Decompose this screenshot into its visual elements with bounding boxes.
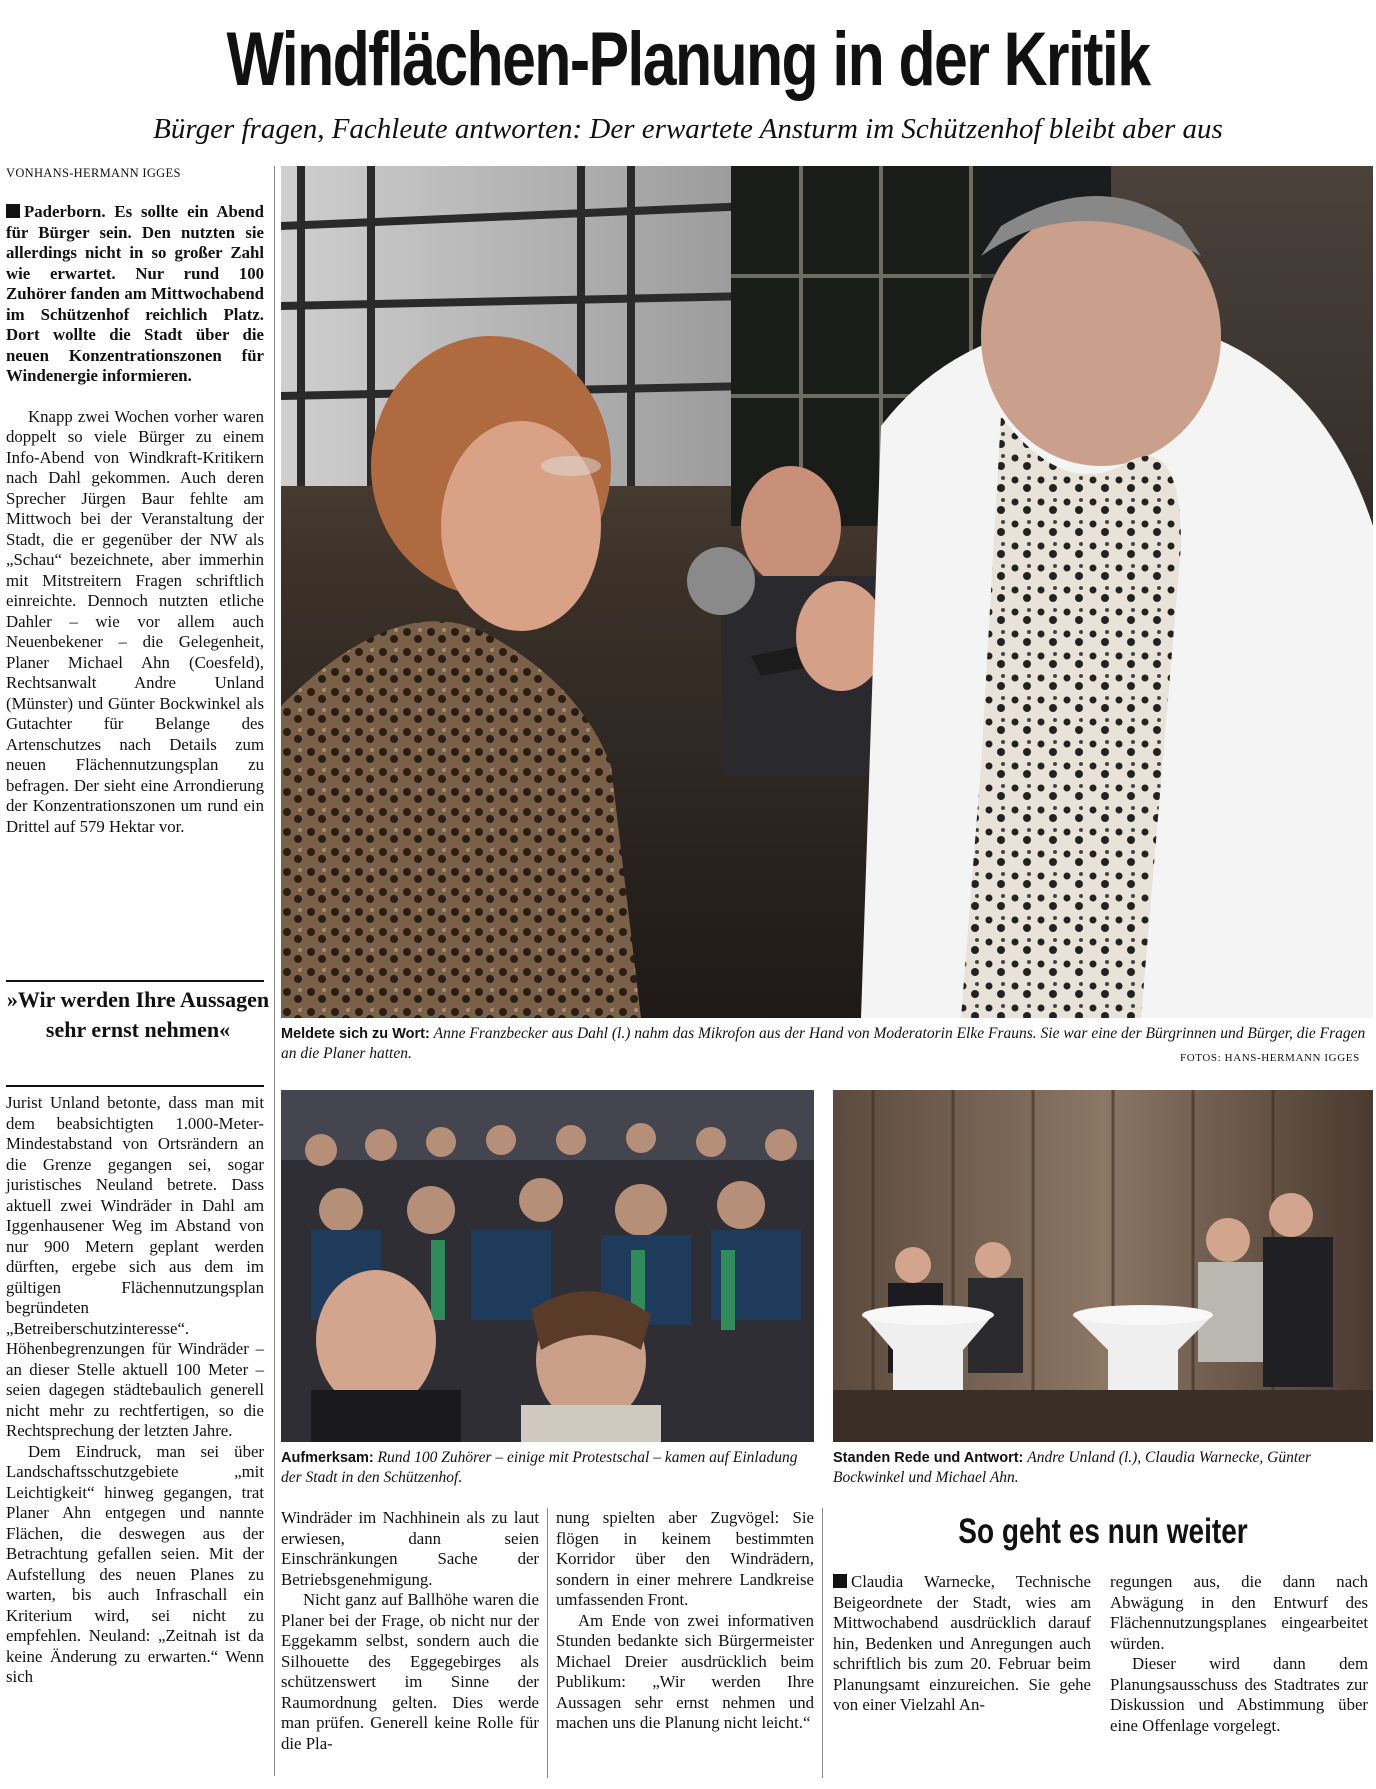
box-paragraph: Claudia Warnecke, Technische Beigeordnete der Stadt, wies am Mittwochabend ausdrücklich darauf hin, Bedenken und Anregungen auch schriftlich bis zum 20. Februar beim Planungsamt einzureichen. Sie gehe von einer Vielzahl An- [833, 1572, 1091, 1714]
body-paragraph: nung spielten aber Zugvögel: Sie flögen in keinem bestimmten Korridor über den Windrädern, sondern in einer mehrere Landkreise umfassenden Front. [556, 1508, 814, 1609]
stage-photo-caption [833, 1448, 1373, 1487]
pullquote-bottom-rule [6, 1085, 264, 1087]
caption-text: Anne Franzbecker aus Dahl (l.) nahm das Mikrofon aus der Hand von Moderatorin Elke Frauns. Sie war eine der Bürgrinnen und Bürger, die Fragen an die Planer hatten. [281, 1025, 1366, 1062]
main-photo [281, 166, 1373, 1018]
box-column-2 [1110, 1572, 1368, 1736]
pull-quote: »Wir werden Ihre Aussagen sehr ernst nehmen« [6, 987, 270, 1042]
box-title: So geht es nun weiter [958, 1512, 1248, 1551]
byline: VONHANS-HERMANN IGGES [6, 166, 181, 180]
box-paragraph: regungen aus, die dann nach Abwägung in den Entwurf des Flächennutzungsplanes eingearbeitet würden. [1110, 1572, 1368, 1653]
column-3 [556, 1508, 814, 1734]
caption-text: Andre Unland (l.), Claudia Warnecke, Günter Bockwinkel und Michael Ahn. [833, 1449, 1312, 1486]
caption-text: Rund 100 Zuhörer – einige mit Protestschal – kamen auf Einladung der Stadt in den Schützenhof. [281, 1449, 798, 1486]
article-subheadline: Bürger fragen, Fachleute antworten: Der erwartete Ansturm im Schützenhof bleibt aber aus [153, 113, 1223, 145]
body-paragraph: Nicht ganz auf Ballhöhe waren die Planer bei der Frage, ob nicht nur der Eggekamm selbst, sondern auch die Silhouette des Eggegebirges als schützenswert im Sinne der Raumordnung gelten. Dies werde man prüfen. Generell keine Rolle für die Pla- [281, 1590, 539, 1753]
body-paragraph: Am Ende von zwei informativen Stunden bedankte sich Bürgermeister Michael Dreier ausdrücklich beim Publikum: „Wir werden Ihre Aussagen sehr ernst nehmen und machen uns die Planung nicht leicht.“ [556, 1610, 814, 1732]
body-paragraph: Dem Eindruck, man sei über Landschaftsschutzgebiete „mit Leichtigkeit“ hinweg gegangen, trat Planer Ahn entgegen und nannte Flächen, die deswegen aus der Betrachtung gefallen seien. Mit der Aufstellung des neuen Planes zu warten, bis auch Infraschall ein Kriterium wird, sei nicht zu empfehlen. Neuland: „Zeitnah ist da keine Änderung zu erwarten.“ Wenn sich [6, 1441, 264, 1686]
body-paragraph: Knapp zwei Wochen vorher waren doppelt so viele Bürger zu einem Info-Abend von Windkraft-Kritikern nach Dahl gekommen. Auch deren Sprecher Jürgen Baur fehlte am Mittwoch bei der Veranstaltung der Stadt, die er gegenüber der NW als „Schau“ bezeichnete, aber immerhin mit Mitstreitern Fragen schriftlich einreichte. Dennoch nutzten etliche Dahler – wie vor allem auch Neuenbekener – die Gelegenheit, Planer Michael Ahn (Coesfeld), Rechtsanwalt Andre Unland (Münster) und Günter Bockwinkel als Gutachter für Belange des Artenschutzes nach Details zum neuen Flächennutzungsplan zu befragen. Der sieht eine Arrondierung der Konzentrationszonen um rund ein Drittel auf 579 Hektar vor. [6, 406, 264, 836]
stage-photo [833, 1090, 1373, 1442]
caption-lead: Meldete sich zu Wort: [281, 1026, 430, 1042]
box-paragraph: Dieser wird dann dem Planungsausschuss des Stadtrates zur Diskussion und Abstimmung über eine Offenlage vorgelegt. [1110, 1654, 1368, 1735]
box-column-1 [833, 1572, 1091, 1716]
caption-lead: Aufmerksam: [281, 1450, 374, 1466]
column-separator [822, 1508, 823, 1778]
pullquote-top-rule [6, 980, 264, 982]
photo-credit: FOTOS: HANS-HERMANN IGGES [1180, 1052, 1360, 1064]
column-2 [281, 1508, 539, 1754]
paragraph-marker-icon [833, 1574, 847, 1588]
caption-lead: Standen Rede und Antwort: [833, 1450, 1024, 1466]
paragraph-marker-icon [6, 204, 20, 218]
column-1-bottom [6, 1093, 264, 1688]
lead-paragraph: Paderborn. Es sollte ein Abend für Bürger sein. Den nutzten sie allerdings nicht in so großer Zahl wie erwartet. Nur rund 100 Zuhörer fanden am Mittwochabend im Schützenhof reichlich Platz. Dort wollte die Stadt über die neuen Konzentrationszonen für Windenergie informieren. [6, 202, 264, 385]
column-1-top [6, 202, 264, 837]
article-headline: Windflächen-Planung in der Kritik [226, 17, 1150, 102]
body-paragraph: Windräder im Nachhinein als zu laut erwiesen, dann seien Einschränkungen Sache der Betriebsgenehmigung. [281, 1508, 539, 1589]
audience-photo-caption [281, 1448, 814, 1487]
body-paragraph: Jurist Unland betonte, dass man mit dem beabsichtigten 1.000-Meter-Mindestabstand von Ortsrändern an die Grenze gegangen sei, sogar juristisches Neuland betrete. Dass aktuell zwei Windräder in Dahl am Iggenhausener Weg im Abstand von nur 900 Metern geplant werden dürften, ergebe sich aus dem im gültigen Flächennutzungsplan begründeten „Betreiberschutzinteresse“. Höhenbegrenzungen für Windräder – an dieser Stelle aktuell 100 Meter – seien dagegen städtebaulich generell nicht mehr zu rechtfertigen, so die Rechtsprechung der letzten Jahre. [6, 1093, 264, 1440]
column-separator [547, 1508, 548, 1778]
column-separator [274, 166, 275, 1776]
audience-photo [281, 1090, 814, 1442]
